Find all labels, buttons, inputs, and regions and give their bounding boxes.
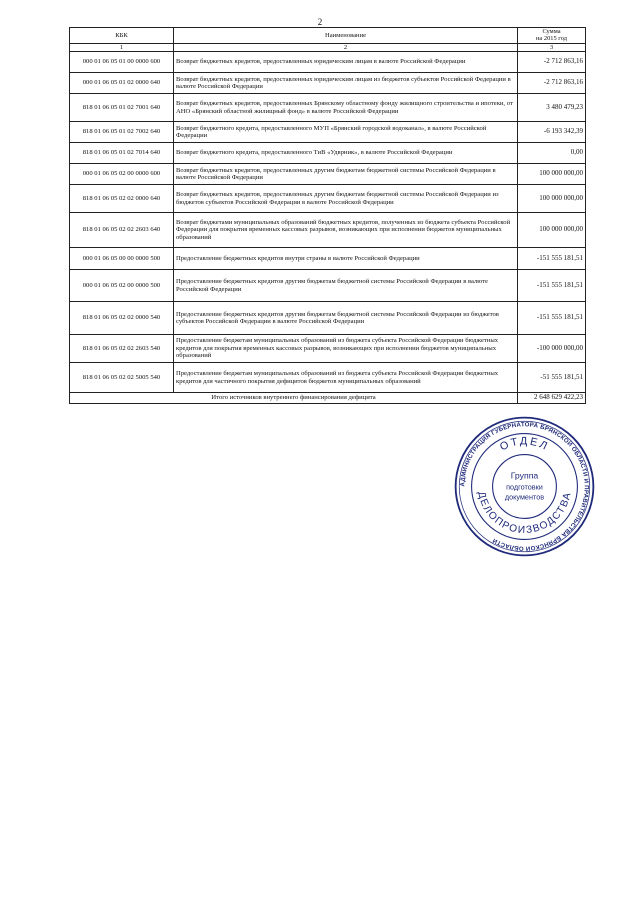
stamp-dept-bottom: ДЕЛОПРОИЗВОДСТВА: [475, 490, 574, 537]
row-name: Предоставление бюджетных кредитов другим бюджетам бюджетной системы Российской Федерации из бюджетов субъектов Российской Федерации в валюте Российской Федерации: [174, 302, 518, 335]
col-number-3: 3: [518, 44, 586, 52]
row-name: Возврат бюджетного кредита, предоставленного МУП «Брянский городской водоканал», в валюте Российской Федерации: [174, 122, 518, 143]
header-kbk: КБК: [70, 28, 174, 44]
row-amount: 100 000 000,00: [518, 213, 586, 248]
official-stamp: [452, 414, 597, 559]
row-name: Возврат бюджетами муниципальных образований бюджетных кредитов, полученных из бюджета субъекта Российской Федерации для покрытия временных кассовых разрывов, возникающих при исполнении бюджетов муниципальных образований: [174, 213, 518, 248]
row-amount: -151 555 181,51: [518, 248, 586, 270]
total-label: Итого источников внутреннего финансирования дефицита: [70, 393, 518, 404]
table-row: [70, 52, 586, 73]
header-sum: Сумма на 2015 год: [518, 28, 586, 44]
row-amount: -6 193 342,39: [518, 122, 586, 143]
total-amount: 2 648 629 422,23: [518, 393, 586, 404]
row-amount: 3 480 479,23: [518, 94, 586, 122]
row-code: 000 01 06 05 02 00 0000 500: [70, 270, 174, 302]
stamp-center-line-3: документов: [504, 492, 545, 502]
table-row: [70, 248, 586, 270]
row-code: 000 01 06 05 01 00 0000 600: [70, 52, 174, 73]
financing-sources-table: [69, 27, 586, 404]
row-code: 818 01 06 05 01 02 7002 640: [70, 122, 174, 143]
row-name: Возврат бюджетных кредитов, предоставленных другим бюджетам бюджетной системы Российской Федерации из бюджетов субъектов Российской Федерации в валюте Российской Федерации: [174, 185, 518, 213]
table-row: [70, 335, 586, 363]
row-amount: 100 000 000,00: [518, 185, 586, 213]
col-number-1: 1: [70, 44, 174, 52]
row-name: Возврат бюджетных кредитов, предоставленных юридическим лицам из бюджетов субъектов Российской Федерации в валюте Российской Федерации: [174, 73, 518, 94]
total-row: [70, 393, 586, 404]
row-code: 000 01 06 05 00 00 0000 500: [70, 248, 174, 270]
row-name: Возврат бюджетных кредитов, предоставленных другим бюджетам бюджетной системы Российской Федерации в валюте Российской Федерации: [174, 164, 518, 185]
stamp-center-line-2: подготовки: [506, 482, 543, 492]
row-amount: -151 555 181,51: [518, 270, 586, 302]
table-row: [70, 302, 586, 335]
row-name: Предоставление бюджетам муниципальных образований из бюджета субъекта Российской Федерации бюджетных кредитов для частичного покрытия дефицитов бюджетов муниципальных образований: [174, 363, 518, 393]
table-row: [70, 143, 586, 164]
row-code: 818 01 06 05 01 02 7001 640: [70, 94, 174, 122]
col-number-2: 2: [174, 44, 518, 52]
stamp-center-line-1: Группа: [510, 470, 539, 481]
row-code: 818 01 06 05 02 02 2603 540: [70, 335, 174, 363]
row-amount: -51 555 181,51: [518, 363, 586, 393]
page-number: 2: [317, 17, 323, 27]
svg-text:ОТДЕЛ: [498, 435, 551, 453]
row-name: Предоставление бюджетам муниципальных образований из бюджета субъекта Российской Федерации бюджетных кредитов для покрытия временных кассовых разрывов, возникающих при исполнении бюджетов муниципальных образований: [174, 335, 518, 363]
stamp-outer-text: АДМИНИСТРАЦИЯ ГУБЕРНАТОРА БРЯНСКОЙ ОБЛАСТИ И ПРАВИТЕЛЬСТВА БРЯНСКОЙ ОБЛАСТИ: [459, 421, 590, 552]
row-name: Предоставление бюджетных кредитов внутри страны в валюте Российской Федерации: [174, 248, 518, 270]
row-amount: -2 712 863,16: [518, 73, 586, 94]
row-code: 000 01 06 05 01 02 0000 640: [70, 73, 174, 94]
row-amount: -100 000 000,00: [518, 335, 586, 363]
table-row: [70, 213, 586, 248]
row-name: Возврат бюджетных кредитов, предоставленных Брянскому областному фонду жилищного строительства и ипотеки, от АНО «Брянский областной жилищный фонд» в валюте Российской Федерации: [174, 94, 518, 122]
row-amount: -151 555 181,51: [518, 302, 586, 335]
table-row: [70, 73, 586, 94]
header-name: Наименование: [174, 28, 518, 44]
table-row: [70, 94, 586, 122]
row-amount: 100 000 000,00: [518, 164, 586, 185]
row-name: Возврат бюджетного кредита, предоставленного ТиВ «Удврник», в валюте Российской Федерации: [174, 143, 518, 164]
table-row: [70, 122, 586, 143]
table-row: [70, 363, 586, 393]
row-name: Предоставление бюджетных кредитов другим бюджетам бюджетной системы Российской Федерации в валюте Российской Федерации: [174, 270, 518, 302]
stamp-dept-top: ОТДЕЛ: [498, 435, 551, 454]
table-row: [70, 185, 586, 213]
table-row: [70, 270, 586, 302]
row-code: 000 01 06 05 02 00 0000 600: [70, 164, 174, 185]
row-code: 818 01 06 05 02 02 5005 540: [70, 363, 174, 393]
row-code: 818 01 06 05 02 02 0000 540: [70, 302, 174, 335]
row-amount: -2 712 863,16: [518, 52, 586, 73]
table-row: [70, 164, 586, 185]
row-code: 818 01 06 05 02 02 2603 640: [70, 213, 174, 248]
row-code: 818 01 06 05 01 02 7014 640: [70, 143, 174, 164]
row-code: 818 01 06 05 02 02 0000 640: [70, 185, 174, 213]
row-name: Возврат бюджетных кредитов, предоставленных юридическим лицам в валюте Российской Федерации: [174, 52, 518, 73]
row-amount: 0,00: [518, 143, 586, 164]
